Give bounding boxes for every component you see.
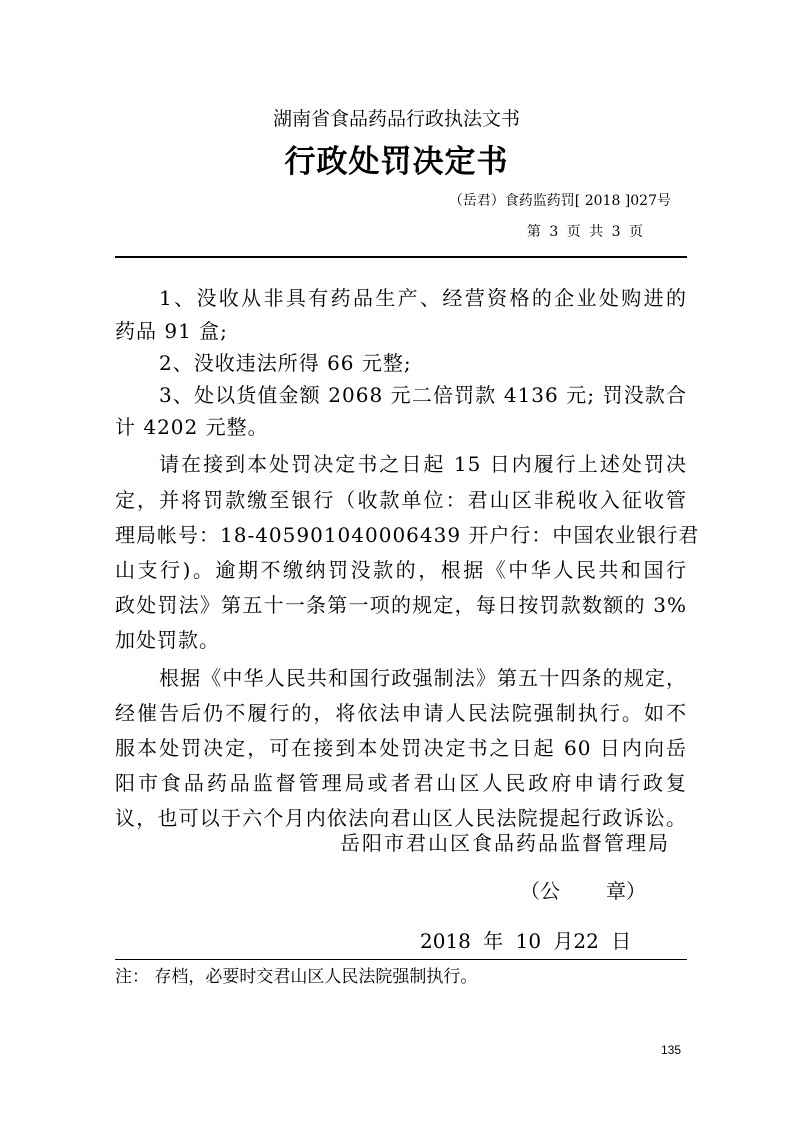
body-line: 请在接到本处罚决定书之日起 15 日内履行上述处罚决 (159, 452, 687, 476)
body-line: 定，并将罚款缴至银行（收款单位：君山区非税收入征收管 (115, 488, 687, 512)
body-line: 经催告后仍不履行的，将依法申请人民法院强制执行。如不 (115, 701, 687, 725)
body-line: 政处罚法》第五十一条第一项的规定，每日按罚款数额的 3% (115, 593, 687, 617)
seal-placeholder (520, 875, 646, 904)
footer-note: 注： 存档，必要时交君山区人民法院强制执行。 (115, 967, 478, 987)
body-line: 服本处罚决定，可在接到本处罚决定书之日起 60 日内向岳 (115, 736, 687, 760)
body-line: 计 4202 元整。 (115, 415, 269, 439)
body-line: 2、没收违法所得 66 元整; (159, 351, 412, 375)
issuing-authority-header: 湖南省食品药品行政执法文书 (272, 108, 520, 130)
document-title: 行政处罚决定书 (284, 144, 509, 180)
body-line: 根据《中华人民共和国行政强制法》第五十四条的规定， (159, 666, 687, 690)
body-line: 理局帐号：18-405901040006439 开户行：中国农业银行君 (115, 523, 700, 547)
page-info: 第 3 页 共 3 页 (526, 224, 643, 240)
body-line: 1、没收从非具有药品生产、经营资格的企业处购进的 (159, 286, 687, 310)
issuing-authority-signature: 岳阳市君山区食品药品监督管理局 (340, 831, 670, 855)
header-divider (115, 256, 687, 258)
body-line: 山支行)。逾期不缴纳罚没款的，根据《中华人民共和国行 (115, 558, 687, 582)
body-line: 药品 91 盒; (115, 319, 228, 343)
body-line: 议，也可以于六个月内依法向君山区人民法院提起行政诉讼。 (115, 806, 687, 830)
seal-open-text: （公 (520, 879, 560, 903)
footer-divider (115, 959, 687, 960)
body-line: 阳市食品药品监督管理局或者君山区人民政府申请行政复 (115, 771, 687, 795)
body-line: 3、处以货值金额 2068 元二倍罚款 4136 元; 罚没款合 (159, 383, 687, 407)
seal-close-text: 章） (606, 879, 646, 903)
document-number: （岳君）食药监药罚[ 2018 ]027号 (448, 193, 671, 209)
body-line: 加处罚款。 (115, 628, 220, 652)
decision-date: 2018 年 10 月22 日 (420, 929, 632, 953)
page-number: 135 (660, 1043, 681, 1057)
